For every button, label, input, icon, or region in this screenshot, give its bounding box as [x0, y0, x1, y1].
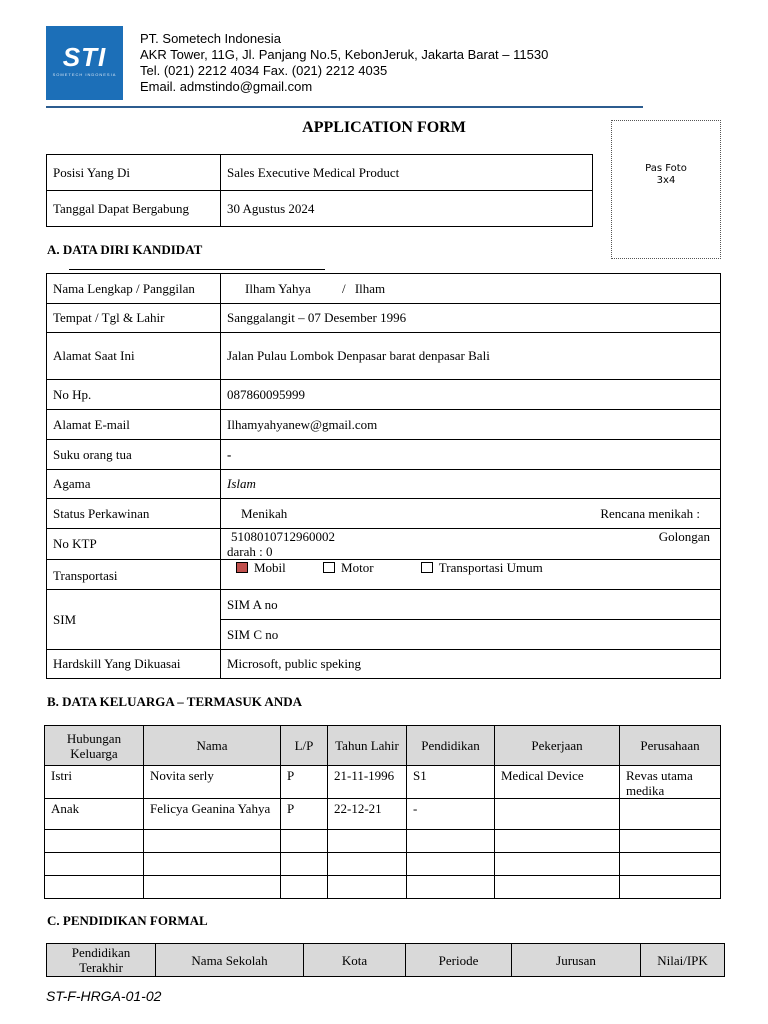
table-cell[interactable] [144, 876, 281, 899]
checkbox-icon[interactable] [421, 562, 433, 573]
section-a-heading: A. DATA DIRI KANDIDAT [47, 242, 203, 257]
company-info [140, 31, 548, 95]
table-cell[interactable]: Istri [45, 766, 144, 799]
ttl-value[interactable]: Sanggalangit – 07 Desember 1996 [221, 304, 721, 333]
company-address: AKR Tower, 11G, Jl. Panjang No.5, KebonJeruk, Jakarta Barat – 11530 [140, 47, 549, 62]
table-cell[interactable]: Anak [45, 799, 144, 830]
table-cell[interactable] [281, 853, 328, 876]
column-header: Tahun Lahir [328, 726, 407, 766]
table-cell[interactable] [144, 830, 281, 853]
ktp-value: 5108010712960002 [231, 529, 335, 544]
table-cell[interactable]: Revas utama medika [620, 766, 721, 799]
email-value[interactable]: Ilhamyahyanew@gmail.com [221, 410, 721, 440]
golongan-label: Golongan [658, 529, 710, 544]
agama-value[interactable]: Islam [221, 470, 721, 499]
table-cell[interactable] [495, 799, 620, 830]
transport-option-label: Motor [341, 560, 374, 575]
position-table [46, 154, 593, 227]
table-row [47, 333, 721, 380]
checkbox-icon[interactable] [323, 562, 335, 573]
status-field[interactable] [221, 499, 721, 529]
nama-value: Ilham Yahya [245, 280, 311, 296]
email-label: Alamat E-mail [47, 410, 221, 440]
table-cell[interactable] [620, 853, 721, 876]
checkbox-checked-icon[interactable] [236, 562, 248, 573]
nama-separator: / [341, 280, 346, 296]
table-cell[interactable] [281, 876, 328, 899]
table-row [47, 499, 721, 529]
table-cell[interactable]: Medical Device [495, 766, 620, 799]
transport-option-motor[interactable] [323, 560, 374, 575]
column-header: Perusahaan [620, 726, 721, 766]
join-date-value[interactable]: 30 Agustus 2024 [221, 191, 593, 227]
education-header-row [47, 944, 725, 977]
table-row [47, 155, 593, 191]
ktp-label: No KTP [47, 529, 221, 560]
table-row [47, 470, 721, 499]
table-cell[interactable] [328, 876, 407, 899]
photo-box-label [612, 163, 720, 187]
table-cell[interactable] [45, 830, 144, 853]
table-row [47, 560, 721, 590]
table-cell[interactable] [328, 830, 407, 853]
table-cell[interactable] [328, 853, 407, 876]
photo-box[interactable] [611, 120, 721, 259]
sim-c-field[interactable]: SIM C no [221, 620, 721, 650]
suku-label: Suku orang tua [47, 440, 221, 470]
table-cell[interactable] [620, 799, 721, 830]
position-label: Posisi Yang Di [47, 155, 221, 191]
status-label: Status Perkawinan [47, 499, 221, 529]
form-title: APPLICATION FORM [302, 119, 466, 136]
table-row [45, 876, 721, 899]
alamat-label: Alamat Saat Ini [47, 333, 221, 380]
column-header: Periode [406, 944, 512, 977]
column-header: Nilai/IPK [641, 944, 725, 977]
hardskill-value[interactable]: Microsoft, public speking [221, 650, 721, 679]
table-cell[interactable] [407, 876, 495, 899]
header-rule [46, 106, 643, 108]
education-table [46, 943, 725, 977]
document-code: ST-F-HRGA-01-02 [46, 988, 162, 1004]
transport-option-label: Mobil [254, 560, 286, 575]
company-logo [46, 26, 123, 100]
column-header: Nama Sekolah [156, 944, 304, 977]
rencana-menikah-label: Rencana menikah : [600, 505, 700, 521]
logo-subtext: SOMETECH INDONESIA [52, 72, 117, 77]
column-header: Pendidikan [407, 726, 495, 766]
agama-label: Agama [47, 470, 221, 499]
transport-option-mobil[interactable] [236, 560, 286, 575]
nama-label: Nama Lengkap / Panggilan [47, 274, 221, 304]
column-header: Pekerjaan [495, 726, 620, 766]
table-row [47, 380, 721, 410]
section-b-heading: B. DATA KELUARGA – TERMASUK ANDA [47, 694, 302, 709]
table-cell[interactable]: S1 [407, 766, 495, 799]
column-header: Hubungan Keluarga [45, 726, 144, 766]
table-row [47, 191, 593, 227]
candidate-data-table [46, 273, 721, 679]
table-row [45, 799, 721, 830]
ktp-field[interactable] [221, 529, 721, 560]
join-date-label: Tanggal Dapat Bergabung [47, 191, 221, 227]
table-cell[interactable]: P [281, 799, 328, 830]
column-header: Nama [144, 726, 281, 766]
position-value[interactable]: Sales Executive Medical Product [221, 155, 593, 191]
column-header: Pendidikan Terakhir [47, 944, 156, 977]
suku-value[interactable]: - [221, 440, 721, 470]
section-a-rule [69, 269, 325, 270]
table-cell[interactable] [144, 853, 281, 876]
table-cell[interactable] [407, 830, 495, 853]
column-header: L/P [281, 726, 328, 766]
table-row [45, 766, 721, 799]
column-header: Jurusan [512, 944, 641, 977]
table-cell[interactable] [620, 830, 721, 853]
table-cell[interactable]: 21-11-1996 [328, 766, 407, 799]
hp-value[interactable]: 087860095999 [221, 380, 721, 410]
panggilan-value: Ilham [354, 280, 386, 296]
ttl-label: Tempat / Tgl & Lahir [47, 304, 221, 333]
status-value: Menikah [241, 505, 288, 521]
alamat-value[interactable]: Jalan Pulau Lombok Denpasar barat denpasar Bali [221, 333, 721, 380]
company-email: Email. admstindo@gmail.com [140, 79, 313, 94]
table-cell[interactable]: Novita serly [144, 766, 281, 799]
table-row [47, 650, 721, 679]
hardskill-label: Hardskill Yang Dikuasai [47, 650, 221, 679]
family-table [44, 725, 721, 899]
table-cell[interactable] [495, 830, 620, 853]
sim-a-field[interactable]: SIM A no [221, 590, 721, 620]
table-cell[interactable]: P [281, 766, 328, 799]
column-header: Kota [304, 944, 406, 977]
table-cell[interactable] [620, 876, 721, 899]
sim-label: SIM [47, 590, 221, 650]
nama-field[interactable] [221, 274, 721, 304]
table-row [45, 853, 721, 876]
transport-label: Transportasi [47, 560, 221, 590]
logo-text: STI [62, 42, 107, 72]
table-row [47, 304, 721, 333]
table-row [47, 529, 721, 560]
darah-value: darah : 0 [227, 544, 273, 559]
company-name: PT. Sometech Indonesia [140, 31, 281, 46]
table-row [47, 590, 721, 620]
transport-options [221, 560, 721, 590]
table-row [47, 274, 721, 304]
table-cell[interactable]: - [407, 799, 495, 830]
table-cell[interactable] [45, 853, 144, 876]
photo-box-line1: Pas Foto [645, 163, 687, 174]
table-row [47, 440, 721, 470]
table-cell[interactable] [495, 853, 620, 876]
table-row [47, 410, 721, 440]
photo-box-line2: 3x4 [656, 175, 676, 186]
transport-option-label: Transportasi Umum [438, 560, 543, 575]
table-cell[interactable] [45, 876, 144, 899]
table-cell[interactable] [281, 830, 328, 853]
company-phone: Tel. (021) 2212 4034 Fax. (021) 2212 4035 [140, 63, 388, 78]
transport-option-umum[interactable] [421, 560, 543, 575]
family-header-row [45, 726, 721, 766]
table-cell[interactable]: Felicya Geanina Yahya [144, 799, 281, 830]
table-cell[interactable]: 22-12-21 [328, 799, 407, 830]
table-cell[interactable] [407, 853, 495, 876]
hp-label: No Hp. [47, 380, 221, 410]
section-c-heading: C. PENDIDIKAN FORMAL [47, 913, 208, 928]
table-cell[interactable] [495, 876, 620, 899]
table-row [45, 830, 721, 853]
